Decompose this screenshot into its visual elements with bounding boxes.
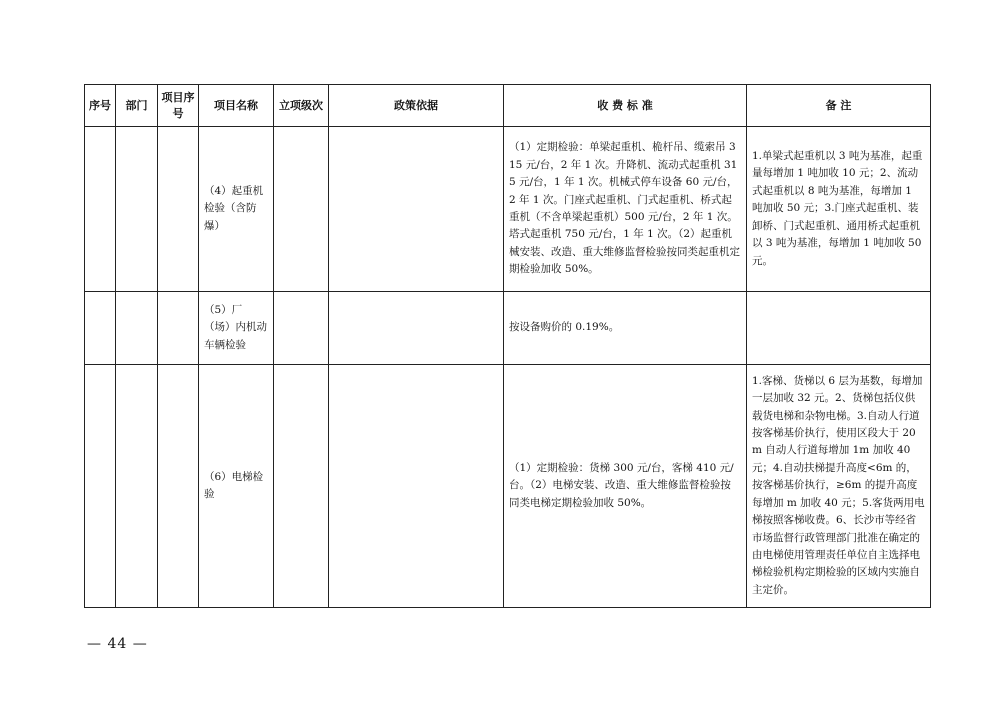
cell-item-seq (158, 127, 199, 292)
cell-seq (85, 365, 116, 608)
header-policy: 政策依据 (329, 85, 504, 127)
cell-item-name: （4）起重机检验（含防爆） (199, 127, 274, 292)
header-item-seq: 项目序号 (158, 85, 199, 127)
table-row (85, 127, 931, 292)
cell-level (274, 292, 329, 365)
cell-dept (116, 292, 158, 365)
cell-item-seq (158, 292, 199, 365)
table-row (85, 365, 931, 608)
cell-note (747, 292, 931, 365)
table-row (85, 292, 931, 365)
cell-item-seq (158, 365, 199, 608)
header-standard: 收 费 标 准 (504, 85, 747, 127)
cell-standard: 按设备购价的 0.19%。 (504, 292, 747, 365)
cell-seq (85, 292, 116, 365)
header-dept: 部门 (116, 85, 158, 127)
cell-seq (85, 127, 116, 292)
header-note: 备 注 (747, 85, 931, 127)
cell-policy (329, 292, 504, 365)
page-number: — 44 — (87, 636, 148, 652)
cell-note: 1.客梯、货梯以 6 层为基数，每增加一层加收 32 元。2、货梯包括仪供载货电梯和杂物电梯。3.自动人行道按客梯基价执行，使用区段大于 20m 自动人行道每增加 1m 加收 40 元；4.自动扶梯提升高度<6m 的，按客梯基价执行，≥6m 的提升高度每增加 m 加收 40 元；5.客货两用电梯按照客梯收费。6、长沙市等经省市场监督行政管理部门批准在确定的由电梯使用管理责任单位自主选择电梯检验机构定期检验的区域内实施自主定价。 (747, 365, 931, 608)
header-item-name: 项目名称 (199, 85, 274, 127)
cell-item-name: （5）厂（场）内机动车辆检验 (199, 292, 274, 365)
cell-standard: （1）定期检验：货梯 300 元/台，客梯 410 元/台。（2）电梯安装、改造、重大维修监督检验按同类电梯定期检验加收 50%。 (504, 365, 747, 608)
cell-standard: （1）定期检验：单梁起重机、桅杆吊、缆索吊 315 元/台，2 年 1 次。升降机、流动式起重机 315 元/台，1 年 1 次。机械式停车设备 60 元/台，2 年 1 次。门座式起重机、门式起重机、桥式起重机（不含单梁起重机）500 元/台，2 年 1 次。塔式起重机 750 元/台，1 年 1 次。（2）起重机械安装、改造、重大维修监督检验按同类起重机定期检验加收 50%。 (504, 127, 747, 292)
cell-dept (116, 127, 158, 292)
table-header-row (85, 85, 931, 127)
cell-item-name: （6）电梯检验 (199, 365, 274, 608)
cell-level (274, 365, 329, 608)
cell-policy (329, 127, 504, 292)
cell-note: 1.单梁式起重机以 3 吨为基准，起重量每增加 1 吨加收 10 元；2、流动式起重机以 8 吨为基准，每增加 1 吨加收 50 元；3.门座式起重机、装卸桥、门式起重机、通用桥式起重机以 3 吨为基准，每增加 1 吨加收 50 元。 (747, 127, 931, 292)
cell-policy (329, 365, 504, 608)
cell-level (274, 127, 329, 292)
header-seq: 序号 (85, 85, 116, 127)
cell-dept (116, 365, 158, 608)
fee-standard-table (84, 84, 931, 608)
header-level: 立项级次 (274, 85, 329, 127)
